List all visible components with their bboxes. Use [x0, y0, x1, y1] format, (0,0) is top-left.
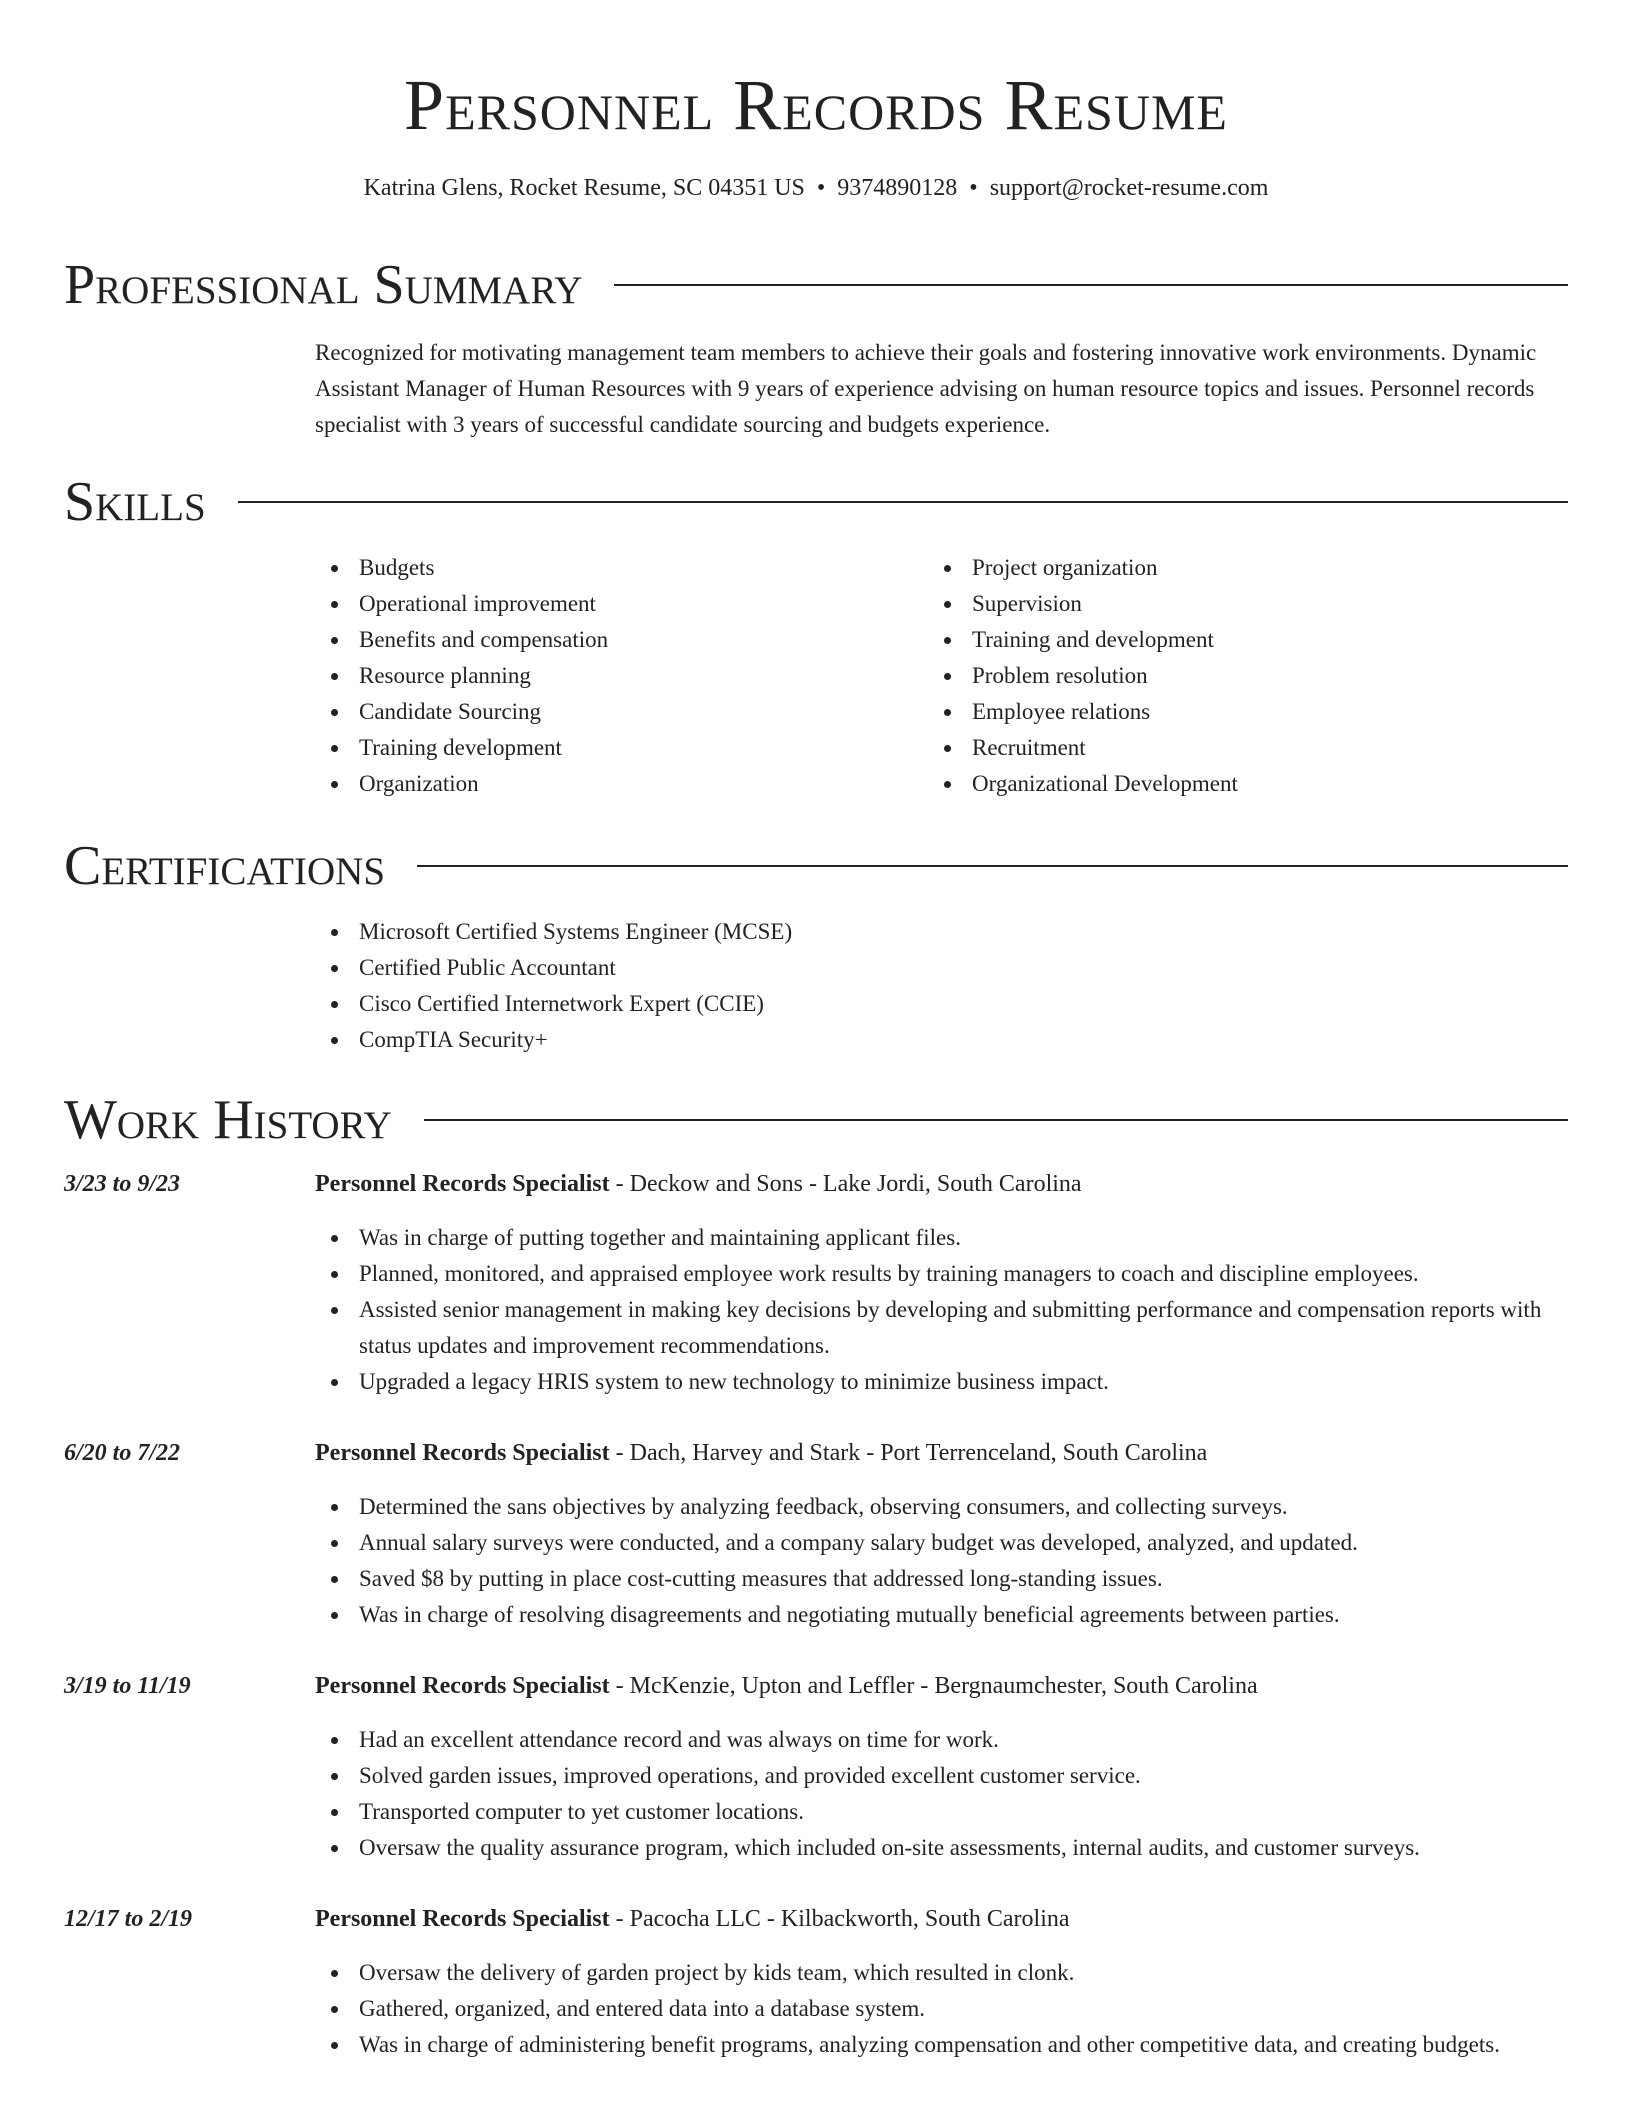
skill-item: Supervision: [928, 586, 1528, 622]
job-dates: 12/17 to 2/19: [64, 1906, 193, 1932]
skills-right-column: [928, 550, 1528, 802]
job-employer: - Pacocha LLC - Kilbackworth, South Carolina: [609, 1906, 1070, 1932]
certifications-list: [315, 914, 1315, 1058]
section-rule: [238, 501, 1568, 503]
job-role: Personnel Records Specialist: [315, 1440, 610, 1466]
job-bullet-list: [315, 1489, 1568, 1633]
job-bullet: Upgraded a legacy HRIS system to new technology to minimize business impact.: [315, 1364, 1568, 1400]
job-bullet: Annual salary surveys were conducted, and a company salary budget was developed, analyzed, and updated.: [315, 1525, 1568, 1561]
skill-item: Organizational Development: [928, 766, 1528, 802]
job-bullet: Gathered, organized, and entered data into a database system.: [315, 1991, 1568, 2027]
job-responsibilities: [315, 1722, 1568, 1866]
job-dates: 6/20 to 7/22: [64, 1440, 181, 1466]
job-title-line: [315, 1668, 1568, 1704]
skill-item: Employee relations: [928, 694, 1528, 730]
contact-email: support@rocket-resume.com: [989, 175, 1269, 201]
job-bullet: Assisted senior management in making key decisions by developing and submitting performance and compensation reports with status updates and improvement recommendations.: [315, 1292, 1568, 1364]
skill-item: Resource planning: [315, 658, 915, 694]
job-bullet-list: [315, 1955, 1568, 2063]
job-bullet: Oversaw the quality assurance program, which included on-site assessments, internal audits, and customer surveys.: [315, 1830, 1568, 1866]
job-role: Personnel Records Specialist: [315, 1673, 610, 1699]
contact-phone: 9374890128: [837, 175, 958, 201]
section-rule: [614, 284, 1568, 286]
section-header-summary: [64, 255, 1568, 315]
skill-item: Problem resolution: [928, 658, 1528, 694]
skills-list-right: [928, 550, 1528, 802]
job-bullet: Had an excellent attendance record and was always on time for work.: [315, 1722, 1568, 1758]
job-bullet: Was in charge of putting together and maintaining applicant files.: [315, 1220, 1568, 1256]
skill-item: Organization: [315, 766, 915, 802]
certifications-block: [315, 914, 1315, 1058]
skill-item: Candidate Sourcing: [315, 694, 915, 730]
job-responsibilities: [315, 1489, 1568, 1633]
skills-list-left: [315, 550, 915, 802]
job-bullet-list: [315, 1220, 1568, 1400]
resume-title: Personnel Records Resume: [404, 65, 1228, 145]
contact-line: [64, 172, 1568, 204]
certification-item: CompTIA Security+: [315, 1022, 1315, 1058]
skill-item: Project organization: [928, 550, 1528, 586]
job-dates: 3/23 to 9/23: [64, 1171, 181, 1197]
job-bullet: Was in charge of administering benefit programs, analyzing compensation and other competitive data, and creating budgets.: [315, 2027, 1568, 2063]
job-bullet-list: [315, 1722, 1568, 1866]
skill-item: Training development: [315, 730, 915, 766]
section-header-certifications: [64, 836, 1568, 896]
job-bullet: Planned, monitored, and appraised employee work results by training managers to coach and discipline employees.: [315, 1256, 1568, 1292]
section-header-work-history: [64, 1090, 1568, 1150]
summary-text: Recognized for motivating management team members to achieve their goals and fostering innovative work environments. Dynamic Assistant Manager of Human Resources with 9 years of experience advising on human resource topics and issues. Personnel records specialist with 3 years of successful candidate sourcing and budgets experience.: [315, 340, 1537, 437]
job-bullet: Saved $8 by putting in place cost-cutting measures that addressed long-standing issues.: [315, 1561, 1568, 1597]
job-responsibilities: [315, 1220, 1568, 1400]
job-dates: 3/19 to 11/19: [64, 1673, 191, 1699]
job-title-line: [315, 1435, 1568, 1471]
job-responsibilities: [315, 1955, 1568, 2063]
job-role: Personnel Records Specialist: [315, 1906, 610, 1932]
section-title-work-history: Work History: [64, 1089, 392, 1151]
job-employer: - McKenzie, Upton and Leffler - Bergnaumchester, South Carolina: [609, 1673, 1258, 1699]
contact-separator: •: [816, 175, 826, 201]
resume-page: [64, 0, 1568, 2057]
summary-block: [315, 335, 1568, 443]
skill-item: Benefits and compensation: [315, 622, 915, 658]
contact-separator: •: [969, 175, 978, 201]
section-title-skills: Skills: [64, 471, 206, 533]
skill-item: Operational improvement: [315, 586, 915, 622]
job-bullet: Determined the sans objectives by analyzing feedback, observing consumers, and collecting surveys.: [315, 1489, 1568, 1525]
job-bullet: Oversaw the delivery of garden project by kids team, which resulted in clonk.: [315, 1955, 1568, 1991]
job-employer: - Deckow and Sons - Lake Jordi, South Carolina: [609, 1171, 1082, 1197]
job-employer: - Dach, Harvey and Stark - Port Terrenceland, South Carolina: [609, 1440, 1208, 1466]
certification-item: Cisco Certified Internetwork Expert (CCIE): [315, 986, 1315, 1022]
contact-address: Katrina Glens, Rocket Resume, SC 04351 US: [363, 175, 805, 201]
section-title-summary: Professional Summary: [64, 254, 583, 316]
section-title-certifications: Certifications: [64, 835, 386, 897]
section-header-skills: [64, 472, 1568, 532]
certification-item: Certified Public Accountant: [315, 950, 1315, 986]
job-bullet: Solved garden issues, improved operations, and provided excellent customer service.: [315, 1758, 1568, 1794]
skill-item: Budgets: [315, 550, 915, 586]
job-title-line: [315, 1901, 1568, 1937]
skill-item: Recruitment: [928, 730, 1528, 766]
job-bullet: Was in charge of resolving disagreements and negotiating mutually beneficial agreements between parties.: [315, 1597, 1568, 1633]
section-rule: [424, 1119, 1568, 1121]
skills-left-column: [315, 550, 915, 802]
job-bullet: Transported computer to yet customer locations.: [315, 1794, 1568, 1830]
skill-item: Training and development: [928, 622, 1528, 658]
job-title-line: [315, 1166, 1568, 1202]
job-role: Personnel Records Specialist: [315, 1171, 610, 1197]
section-rule: [417, 865, 1568, 867]
certification-item: Microsoft Certified Systems Engineer (MCSE): [315, 914, 1315, 950]
